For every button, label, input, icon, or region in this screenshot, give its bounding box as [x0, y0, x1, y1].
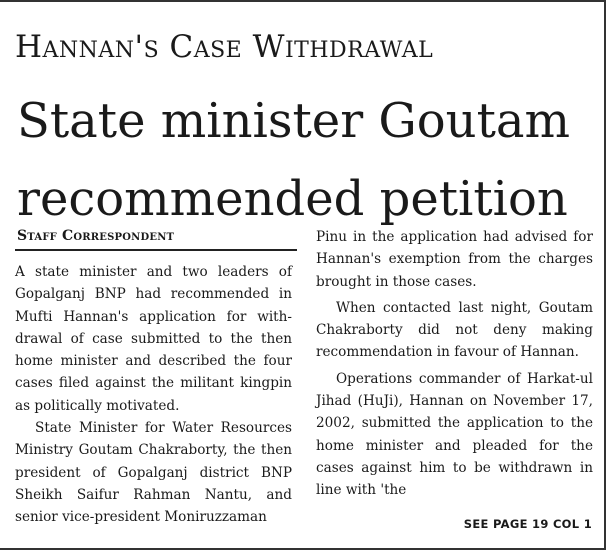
paragraph-1: A state minister and two leaders of Gopalganj BNP had recommended in Mufti Hannan's application for with-drawal of case submitted to the then home minister and described the four cases filed against the militant kingpin as politically motivated.	[15, 264, 292, 414]
article-byline: Staff Correspondent	[17, 228, 175, 244]
paragraph-4: Operations commander of Harkat-ul Jihad (HuJi), Hannan on November 17, 2002, submitted the application to the home minister and pleaded for the cases against him to be withdrawn in line with 'the	[316, 370, 593, 499]
continuation-jump[interactable]: SEE PAGE 19 COL 1	[463, 517, 592, 531]
paragraph-3: When contacted last night, Goutam Chakraborty did not deny making recommendation in favour of Hannan.	[316, 299, 593, 361]
paragraph-2-continued: Pinu in the application had advised for Hannan's exemption from the charges brought in those cases.	[316, 229, 593, 290]
article-column-left	[15, 261, 292, 529]
article-column-right	[316, 226, 593, 502]
article-headline: State minister Goutam recommended petition	[17, 93, 570, 227]
byline-rule	[15, 249, 297, 251]
article-kicker: Hannan's Case Withdrawal	[15, 29, 434, 65]
paragraph-2: State Minister for Water Resources Ministry Goutam Chakraborty, the then president of Gopalganj district BNP Sheikh Saifur Rahman Nantu, and senior vice-president Moniruzzaman	[15, 420, 292, 526]
